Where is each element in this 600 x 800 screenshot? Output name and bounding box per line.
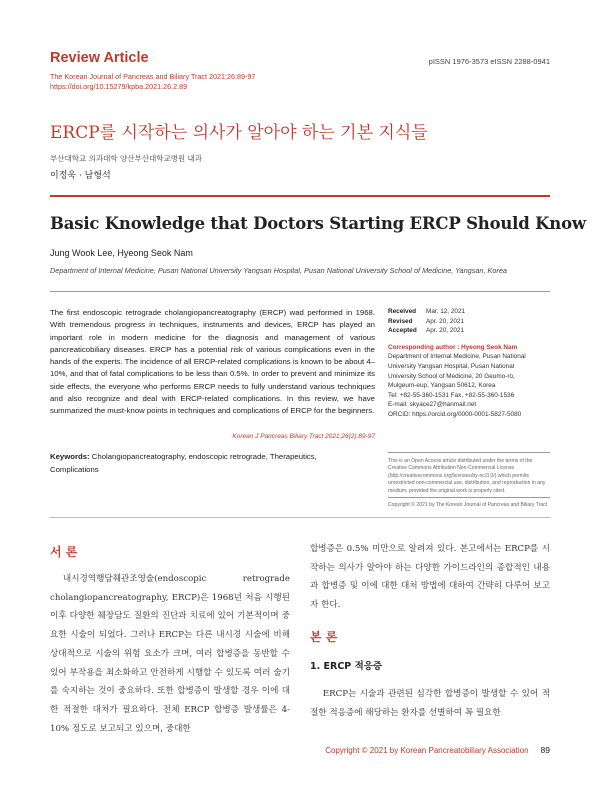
english-title: Basic Knowledge that Doctors Starting ERCP Should Know — [50, 214, 586, 233]
orcid[interactable]: ORCID: https://orcid.org/0000-0001-5827-5080 — [388, 410, 522, 418]
address-line: University School of Medicine, 20 Geumo-ro, — [388, 372, 515, 380]
email[interactable]: E-mail: skyace27@hanmail.net — [388, 401, 477, 409]
keywords-label: Keywords: — [50, 452, 90, 461]
citation: Korean J Pancreas Biliary Tract 2021;26(2):89-97 — [232, 433, 375, 440]
korean-authors: 이정욱 · 남형석 — [50, 171, 111, 181]
address-line: University Yangsan Hospital, Pusan National — [388, 362, 515, 370]
journal-copyright: Copyright © 2021 by The Korean Journal of Pancreas and Biliary Tract — [388, 502, 548, 508]
revised-label: Revised — [388, 317, 413, 325]
received-label: Received — [388, 308, 417, 315]
keywords — [50, 451, 350, 476]
sub-paragraph: ERCP는 시술과 관련된 심각한 합병증이 발생할 수 있어 적절한 적응증에 해당하는 환자를 선별하여 꼭 필요한 — [310, 689, 550, 718]
footer-copyright: Copyright © 2021 by Korean Pancreatobiliary Association — [325, 746, 529, 755]
subheading: 1. ERCP 적응증 — [310, 661, 383, 672]
page-number: 89 — [540, 745, 550, 755]
license-text: This is an Open Access article distributed under the terms of the Creative Commons Attribution Non-Commercial License (http://creativecommons.org/licenses/by-nc/3.0/) which permits unrestricted non-commercial use, distribution, and reproduction in any medium, provided the original work is properly cited. — [388, 458, 546, 494]
revised-date: Apr. 20, 2021 — [426, 317, 465, 325]
address-line: Mulgeum-eup, Yangsan 50612, Korea — [388, 382, 496, 390]
side-divider — [388, 452, 550, 453]
korean-affiliation: 부산대학교 의과대학 양산부산대학교병원 내과 — [50, 154, 203, 163]
received-date: Mar. 12, 2021 — [426, 308, 466, 315]
issn: pISSN 1976-3573 eISSN 2288-0941 — [428, 57, 550, 66]
accepted-date: Apr. 20, 2021 — [426, 327, 465, 335]
abstract-text: The first endoscopic retrograde cholangiopancreatography (ERCP) wad performed in 1968. With tremendous progress in techniques, instruments and devices, ERCP has played an important role in modern medicine for the diagnosis and management of various pancreaticobiliary diseases. ERCP has a potential risk of various complications even in the hands of the experts. The incidence of all ERCP-related complications is known to be about 4–10%, and that of fatal complications to be less than 0.5%. In order to prevent and minimize its side effects, the everyone who performs ERCP needs to fully understand various techniques and also recognize and deal with ERCP-related complications. In this review, we have summarized the must-know points in techniques and complications of ERCP for the beginners. — [50, 308, 375, 416]
doi-link[interactable]: https://doi.org/10.15279/kpba.2021.26.2.89 — [50, 82, 188, 91]
address-line: Department of Internal Medicine, Pusan National — [388, 353, 526, 361]
side-divider — [388, 497, 550, 498]
divider-red — [50, 195, 550, 197]
keywords-list: Cholangiopancreatography, endoscopic retrograde, Therapeutics, Complications — [50, 452, 317, 474]
col2-paragraph: 합병증은 0.5% 미만으로 알려져 있다. 본고에서는 ERCP를 시작하는 의사가 알아야 하는 다양한 가이드라인의 종합적인 내용과 합병증 및 이에 대한 대처 방법에 대하여 간략히 다루어 보고자 한다. — [310, 544, 550, 611]
korean-title: ERCP를 시작하는 의사가 알아야 하는 기본 지식들 — [50, 123, 428, 143]
english-authors: Jung Wook Lee, Hyeong Seok Nam — [50, 248, 193, 258]
divider-gray — [50, 517, 550, 518]
accepted-label: Accepted — [388, 327, 417, 335]
corresponding-author: Corresponding author : Hyeong Seok Nam — [388, 343, 518, 351]
article-type: Review Article — [50, 50, 149, 66]
intro-heading: 서 론 — [50, 545, 78, 559]
footer — [325, 745, 550, 755]
journal-line: The Korean Journal of Pancreas and Biliary Tract 2021;26:89-97 — [50, 72, 256, 81]
divider-gray — [50, 291, 550, 292]
main-heading: 본 론 — [310, 630, 338, 644]
tel-fax: Tel: +82-55-360-1531 Fax, +82-55-360-1536 — [388, 391, 515, 399]
article-info — [388, 307, 550, 420]
intro-paragraph: 내시경역행담췌관조영술(endoscopic retrograde cholangiopancreatography, ERCP)은 1968년 처음 시행된 이후 다양한 췌장담도 질환의 진단과 치료에 있어 기본적이며 중요한 시술이 되었다. 그러나 ERCP는 다른 내시경 시술에 비해 상대적으로 시술의 위험 요소가 크며, 여러 합병증을 동반할 수 있어 부작용을 최소화하고 안전하게 시행할 수 있도록 여러 술기를 숙지하는 것이 중요하다. 또한 합병증이 발생할 경우 이에 대한 적절한 대처가 필요하다. 전체 ERCP 합병증 발생률은 4-10% 정도로 보고되고 있으며, 중대한 — [50, 574, 290, 734]
english-affiliation: Department of Internal Medicine, Pusan National University Yangsan Hospital, Pusan National University School of Medicine, Yangsan, Korea — [50, 266, 507, 275]
